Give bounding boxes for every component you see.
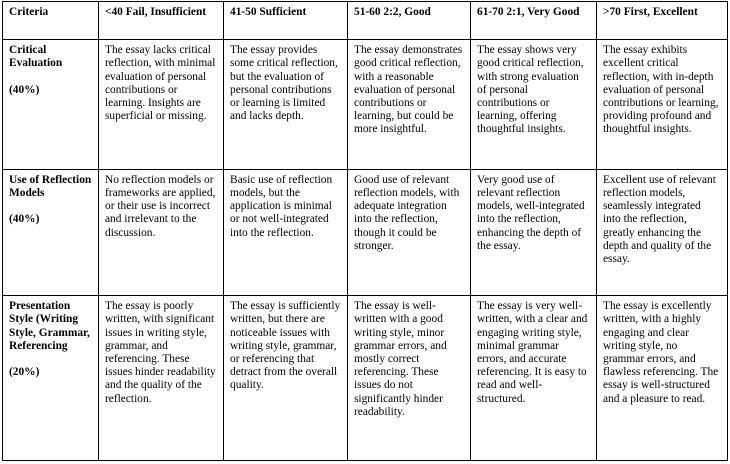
header-sufficient: 41-50 Sufficient bbox=[224, 2, 348, 40]
criterion-weight: (20%) bbox=[9, 366, 40, 379]
criterion-name: Use of Reflection Models bbox=[9, 173, 92, 199]
row-presentation-style bbox=[3, 296, 728, 461]
criterion-weight: (40%) bbox=[9, 213, 40, 226]
descriptor-excellent: The essay exhibits excellent critical reflection, with in-depth evaluation of personal contributions or learning, providing profound and thoughtful insights. bbox=[597, 40, 728, 170]
descriptor-good: The essay demonstrates good critical reflection, with a reasonable evaluation of personal contributions or learning, but could be more insightful. bbox=[348, 40, 471, 170]
criterion-name: Presentation Style (Writing Style, Grammar, Referencing bbox=[9, 300, 90, 352]
criterion-cell bbox=[3, 296, 99, 461]
header-criteria: Criteria bbox=[3, 2, 99, 40]
criterion-name: Critical Evaluation bbox=[9, 44, 63, 70]
descriptor-good: The essay is well-written with a good writing style, minor grammar errors, and mostly correct referencing. These issues do not significantly hinder readability. bbox=[348, 296, 471, 461]
header-excellent: >70 First, Excellent bbox=[597, 2, 728, 40]
descriptor-sufficient: The essay provides some critical reflection, but the evaluation of personal contributions or learning is limited and lacks depth. bbox=[224, 40, 348, 170]
descriptor-very-good: The essay shows very good critical reflection, with strong evaluation of personal contributions or learning, offering thoughtful insights. bbox=[471, 40, 597, 170]
header-good: 51-60 2:2, Good bbox=[348, 2, 471, 40]
descriptor-sufficient: The essay is sufficiently written, but there are noticeable issues with writing style, grammar, or referencing that detract from the overall quality. bbox=[224, 296, 348, 461]
header-row bbox=[3, 2, 728, 40]
descriptor-sufficient: Basic use of reflection models, but the application is minimal or not well-integrated into the reflection. bbox=[224, 169, 348, 296]
descriptor-excellent: Excellent use of relevant reflection models, seamlessly integrated into the reflection, greatly enhancing the depth and quality of the essay. bbox=[597, 169, 728, 296]
descriptor-good: Good use of relevant reflection models, with adequate integration into the reflection, though it could be stronger. bbox=[348, 169, 471, 296]
criterion-weight: (40%) bbox=[9, 83, 40, 96]
criterion-cell bbox=[3, 169, 99, 296]
descriptor-fail: The essay is poorly written, with significant issues in writing style, grammar, and referencing. These issues hinder readability and the quality of the reflection. bbox=[99, 296, 224, 461]
descriptor-excellent: The essay is excellently written, with a highly engaging and clear writing style, no grammar errors, and flawless referencing. The essay is well-structured and a pleasure to read. bbox=[597, 296, 728, 461]
descriptor-fail: The essay lacks critical reflection, with minimal evaluation of personal contributions or learning. Insights are superficial or missing. bbox=[99, 40, 224, 170]
descriptor-fail: No reflection models or frameworks are applied, or their use is incorrect and irrelevant to the discussion. bbox=[99, 169, 224, 296]
row-critical-evaluation bbox=[3, 40, 728, 170]
descriptor-very-good: The essay is very well-written, with a clear and engaging writing style, minimal grammar errors, and accurate referencing. It is easy to read and well-structured. bbox=[471, 296, 597, 461]
descriptor-very-good: Very good use of relevant reflection models, well-integrated into the reflection, enhancing the depth of the essay. bbox=[471, 169, 597, 296]
header-very-good: 61-70 2:1, Very Good bbox=[471, 2, 597, 40]
row-reflection-models bbox=[3, 169, 728, 296]
header-fail: <40 Fail, Insufficient bbox=[99, 2, 224, 40]
rubric-table bbox=[2, 1, 728, 461]
criterion-cell bbox=[3, 40, 99, 170]
